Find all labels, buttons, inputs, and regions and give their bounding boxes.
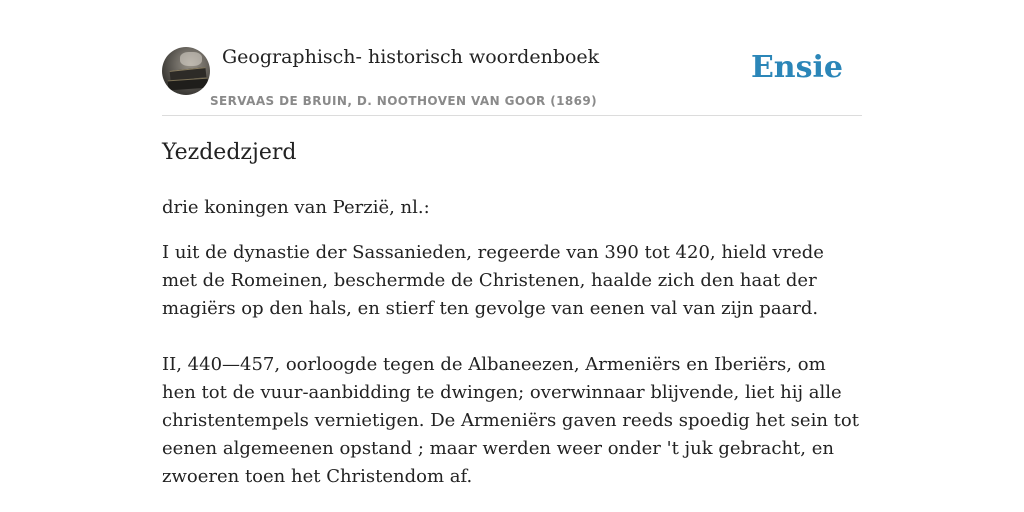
entry-paragraph-1: I uit de dynastie der Sassanieden, regeerde van 390 tot 420, hield vrede met de Romeinen, beschermde de Christenen, haalde zich den haat der magiërs op den hals, en stierf ten gevolge van eenen val van zijn paard. <box>162 242 824 319</box>
book-header <box>162 0 862 116</box>
book-author: SERVAAS DE BRUIN, D. NOOTHOVEN VAN GOOR (1869) <box>210 94 598 108</box>
entry-title: Yezdedzjerd <box>162 140 297 165</box>
book-title[interactable]: Geographisch- historisch woordenboek <box>222 46 600 68</box>
book-cover-icon[interactable] <box>162 47 210 95</box>
entry-paragraph-2: II, 440—457, oorloogde tegen de Albaneezen, Armeniërs en Iberiërs, om hen tot de vuur-aanbidding te dwingen; overwinnaar blijvende, liet hij alle christentempels vernietigen. De Armeniërs gaven reeds spoedig het sein tot eenen algemeenen opstand ; maar werden weer onder 't juk gebracht, en zwoeren toen het Christendom af. <box>162 354 859 487</box>
cover-shine <box>180 52 202 66</box>
entry-intro: drie koningen van Perzië, nl.: <box>162 197 430 218</box>
book-spine-bottom <box>168 78 209 91</box>
ensie-logo-link[interactable]: Ensie <box>750 50 843 85</box>
page <box>162 0 862 487</box>
